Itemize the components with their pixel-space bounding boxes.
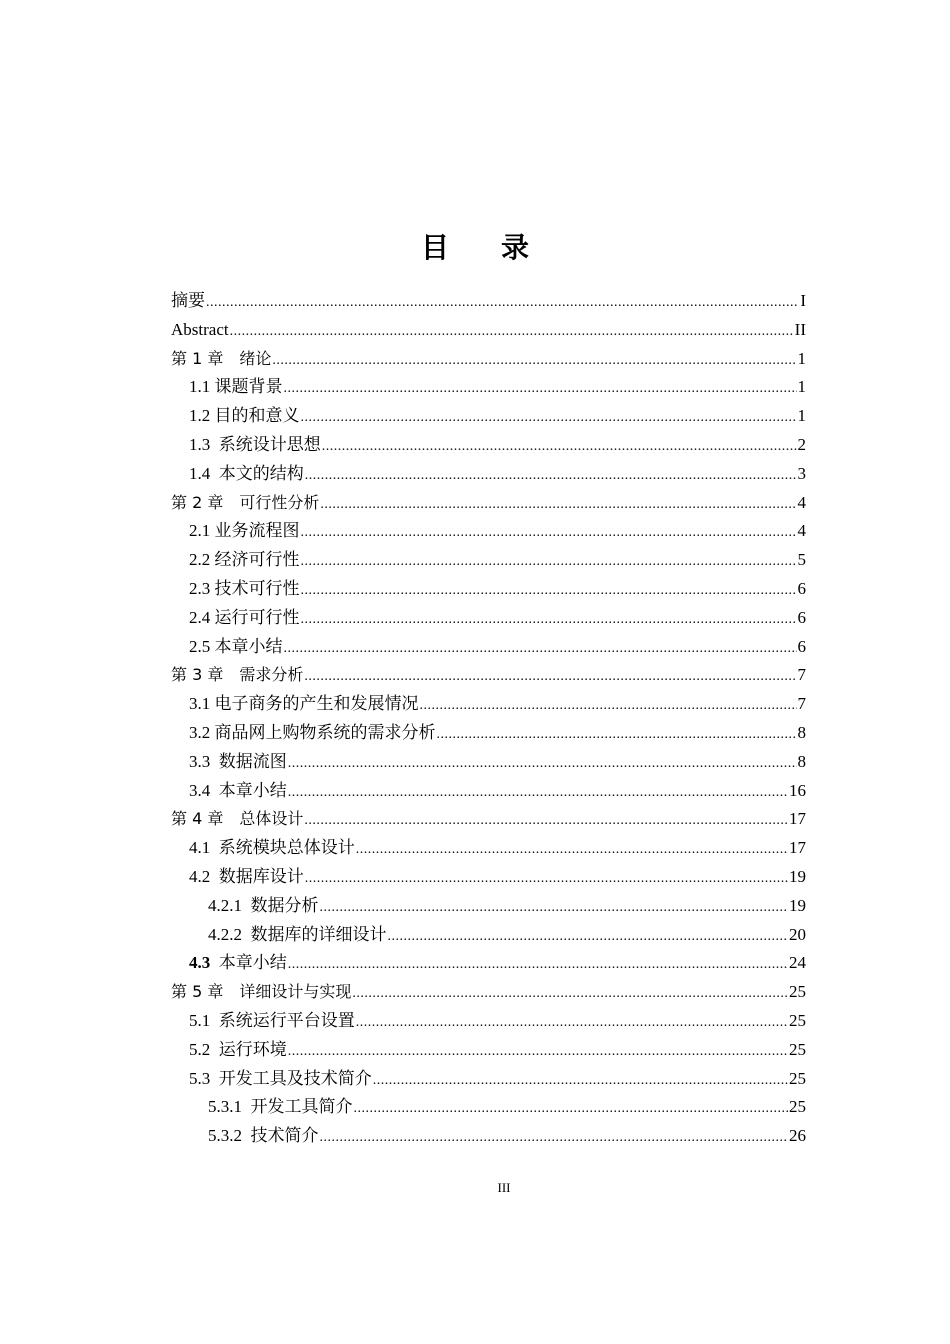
toc-entry-label: 3.1 电子商务的产生和发展情况 (189, 694, 419, 714)
toc-entry-label: 第 1 章 绪论 (171, 348, 272, 368)
toc-leader-dots (206, 289, 799, 318)
toc-page-number: II (794, 319, 806, 339)
toc-leader-dots (388, 923, 789, 952)
toc-page-number: 8 (797, 722, 806, 742)
toc-entry[interactable] (171, 978, 806, 1007)
toc-entry-label: 2.4 运行可行性 (189, 607, 300, 627)
toc-entry[interactable] (171, 892, 806, 921)
toc-page-number: 25 (789, 1068, 806, 1088)
toc-entry[interactable] (171, 345, 806, 374)
toc-entry[interactable] (171, 1036, 806, 1065)
toc-page-number: 25 (789, 1039, 806, 1059)
toc-leader-dots (354, 1095, 789, 1124)
toc-leader-dots (288, 1038, 788, 1067)
toc-leader-dots (230, 318, 794, 347)
toc-entry[interactable] (171, 373, 806, 402)
toc-leader-dots (320, 894, 789, 923)
toc-leader-dots (301, 519, 797, 548)
toc-page-number: 26 (789, 1126, 806, 1146)
toc-entry-label: 第 3 章 需求分析 (171, 665, 304, 685)
toc-page-number: 20 (789, 924, 806, 944)
toc-page-number: 7 (797, 694, 806, 714)
toc-leader-dots (420, 692, 797, 721)
toc-page-number: 24 (789, 953, 806, 973)
toc-leader-dots (284, 635, 797, 664)
toc-page-number: 8 (797, 751, 806, 771)
toc-entry-label: 第 2 章 可行性分析 (171, 492, 320, 512)
toc-leader-dots (301, 577, 797, 606)
toc-page-number: 25 (789, 1097, 806, 1117)
toc-leader-dots (304, 663, 796, 692)
toc-entry[interactable] (171, 431, 806, 460)
toc-entry[interactable] (171, 316, 806, 345)
toc-leader-dots (284, 375, 797, 404)
toc-leader-dots (320, 491, 796, 520)
toc-page-number: 2 (797, 434, 806, 454)
toc-entry-label: 5.1 系统运行平台设置 (189, 1010, 355, 1030)
toc-leader-dots (305, 462, 797, 491)
toc-leader-dots (305, 865, 788, 894)
toc-leader-dots (356, 836, 788, 865)
toc-entry[interactable] (171, 489, 806, 518)
toc-leader-dots (301, 606, 797, 635)
table-of-contents (171, 287, 806, 1151)
toc-page-number: 1 (797, 377, 806, 397)
toc-entry[interactable] (171, 1122, 806, 1151)
toc-leader-dots (288, 951, 788, 980)
toc-page-number: 25 (789, 1010, 806, 1030)
toc-entry[interactable] (171, 863, 806, 892)
toc-entry[interactable] (171, 1065, 806, 1094)
toc-entry-label: 1.1 课题背景 (189, 377, 283, 397)
toc-entry-label: 5.3.1 开发工具简介 (208, 1097, 353, 1117)
toc-entry-label: 4.2.2 数据库的详细设计 (208, 924, 387, 944)
toc-entry-label: 5.2 运行环境 (189, 1039, 287, 1059)
toc-entry-label: 4.2 数据库设计 (189, 866, 304, 886)
toc-page-number: 7 (797, 665, 806, 685)
toc-page-number: 17 (789, 838, 806, 858)
toc-page-number: 6 (797, 607, 806, 627)
page-title-part2: 录 (501, 231, 530, 264)
toc-entry-label: 2.5 本章小结 (189, 636, 283, 656)
toc-entry[interactable] (171, 777, 806, 806)
toc-leader-dots (304, 807, 788, 836)
toc-entry[interactable] (171, 517, 806, 546)
toc-entry-number: 4.3 (189, 953, 211, 973)
toc-entry-label: 2.2 经济可行性 (189, 550, 300, 570)
toc-page-number: I (800, 291, 806, 310)
toc-entry-label: Abstract (171, 319, 229, 339)
toc-entry-label: 1.2 目的和意义 (189, 406, 300, 426)
toc-entry-label: 第 5 章 详细设计与实现 (171, 982, 352, 1002)
toc-entry-label (189, 949, 287, 978)
toc-entry[interactable] (171, 690, 806, 719)
toc-entry-label: 摘要 (171, 291, 205, 310)
toc-entry-label: 第 4 章 总体设计 (171, 809, 304, 829)
toc-entry-label: 5.3.2 技术简介 (208, 1126, 319, 1146)
toc-page-number: 1 (797, 406, 806, 426)
toc-page-number: 4 (797, 492, 806, 512)
page-number-footer: III (497, 1180, 511, 1195)
toc-entry[interactable] (171, 402, 806, 431)
toc-leader-dots (272, 347, 796, 376)
toc-entry[interactable] (171, 661, 806, 690)
toc-leader-dots (322, 433, 797, 462)
toc-entry-label: 3.2 商品网上购物系统的需求分析 (189, 722, 436, 742)
toc-page-number: 19 (789, 866, 806, 886)
toc-leader-dots (373, 1067, 788, 1096)
toc-leader-dots (301, 548, 797, 577)
toc-entry-label: 1.3 系统设计思想 (189, 434, 321, 454)
toc-page-number: 4 (797, 521, 806, 541)
toc-entry-label: 2.1 业务流程图 (189, 521, 300, 541)
page-title-part1: 目 (420, 231, 449, 264)
toc-leader-dots (301, 404, 797, 433)
toc-entry[interactable] (171, 575, 806, 604)
toc-page-number: 16 (789, 780, 806, 800)
toc-page-number: 3 (797, 463, 806, 483)
toc-entry[interactable] (171, 1093, 806, 1122)
toc-entry-text: 本章小结 (210, 953, 287, 973)
toc-leader-dots (352, 980, 788, 1009)
toc-entry[interactable] (171, 719, 806, 748)
toc-entry-label: 1.4 本文的结构 (189, 463, 304, 483)
toc-entry[interactable] (171, 546, 806, 575)
toc-leader-dots (320, 1124, 789, 1153)
toc-page-number: 19 (789, 895, 806, 915)
toc-entry[interactable] (171, 949, 806, 978)
toc-leader-dots (437, 721, 797, 750)
toc-leader-dots (288, 779, 788, 808)
toc-page-number: 6 (797, 636, 806, 656)
toc-entry-label: 3.4 本章小结 (189, 780, 287, 800)
toc-entry-label: 4.1 系统模块总体设计 (189, 838, 355, 858)
toc-entry[interactable] (171, 805, 806, 834)
page-title (0, 228, 950, 268)
toc-entry[interactable] (171, 1007, 806, 1036)
toc-entry[interactable] (171, 604, 806, 633)
toc-entry[interactable] (171, 633, 806, 662)
toc-page-number: 1 (797, 348, 806, 368)
toc-leader-dots (356, 1009, 788, 1038)
toc-entry-label: 4.2.1 数据分析 (208, 895, 319, 915)
toc-entry-label: 5.3 开发工具及技术简介 (189, 1068, 372, 1088)
toc-entry[interactable] (171, 921, 806, 950)
toc-page-number: 6 (797, 578, 806, 598)
toc-page-number: 5 (797, 550, 806, 570)
toc-entry-label: 2.3 技术可行性 (189, 578, 300, 598)
toc-entry[interactable] (171, 834, 806, 863)
toc-entry[interactable] (171, 287, 806, 316)
toc-page-number: 25 (789, 982, 806, 1002)
toc-leader-dots (288, 750, 797, 779)
toc-entry[interactable] (171, 460, 806, 489)
toc-page-number: 17 (789, 809, 806, 829)
toc-entry[interactable] (171, 748, 806, 777)
toc-entry-label: 3.3 数据流图 (189, 751, 287, 771)
